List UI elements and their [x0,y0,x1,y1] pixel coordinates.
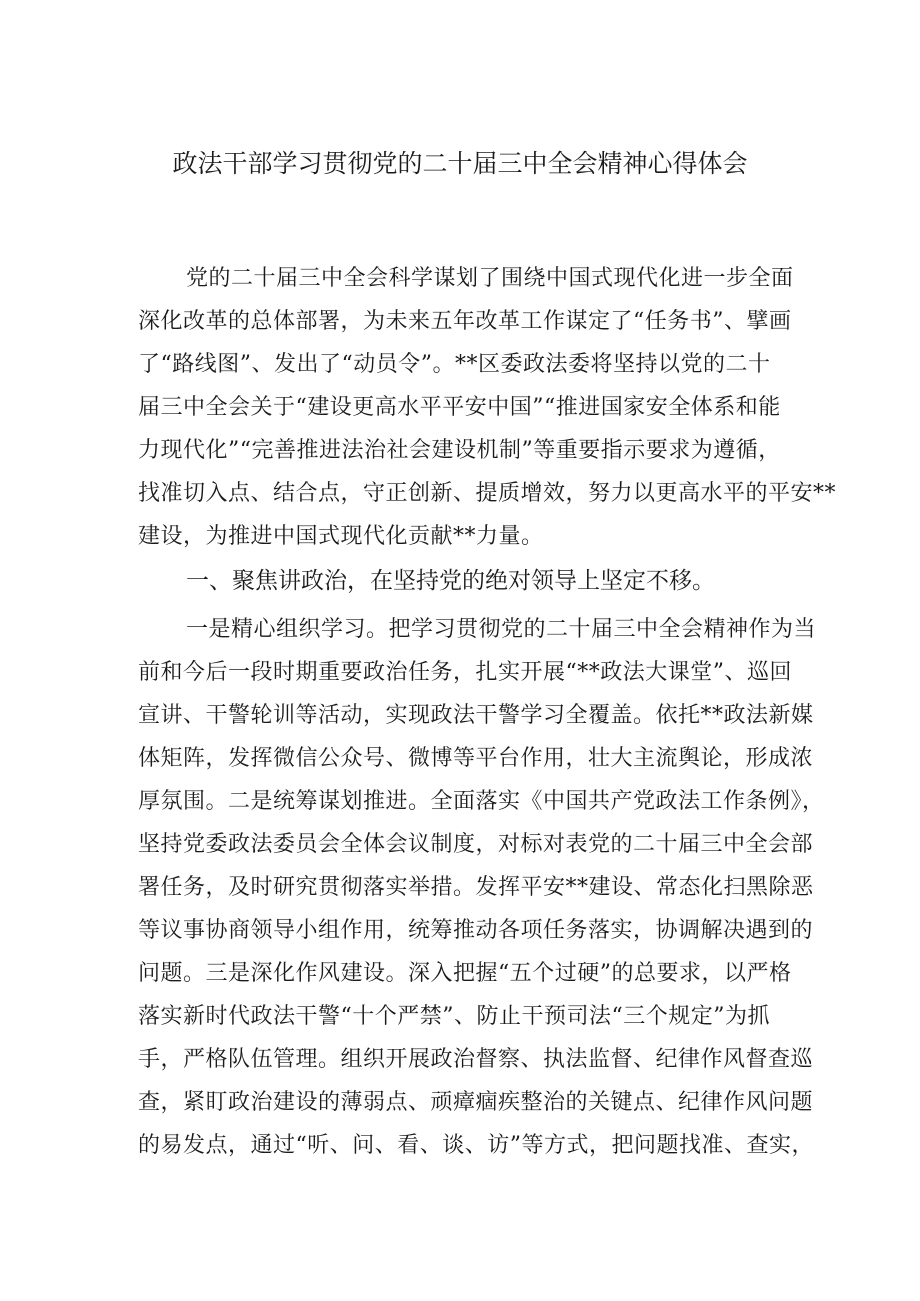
intro-line: 力现代化”“完善推进法治社会建设机制”等重要指示要求为遵循， [138,438,781,463]
section-line: 查，紧盯政治建设的薄弱点、顽瘴痼疾整治的关键点、纪律作风问题 [138,1090,814,1115]
section-line: 署任务，及时研究贯彻落实举措。发挥平安**建设、常态化扫黑除恶 [138,875,814,900]
section-line: 的易发点，通过“听、问、看、谈、访”等方式，把问题找准、查实， [138,1133,814,1158]
section-line: 坚持党委政法委员会全体会议制度，对标对表党的二十届三中全会部 [138,832,814,857]
section-line: 前和今后一段时期重要政治任务，扎实开展“**政法大课堂”、巡回 [138,660,792,685]
section-line: 厚氛围。二是统筹谋划推进。全面落实《中国共产党政法工作条例》， [138,789,825,814]
intro-line: 找准切入点、结合点，守正创新、提质增效，努力以更高水平的平安** [138,481,837,506]
section-line: 体矩阵，发挥微信公众号、微博等平台作用，壮大主流舆论，形成浓 [138,746,814,771]
document-title: 政法干部学习贯彻党的二十届三中全会精神心得体会 [172,149,748,178]
section-line: 宣讲、干警轮训等活动，实现政法干警学习全覆盖。依托**政法新媒 [138,703,814,728]
section-heading: 一、聚焦讲政治，在坚持党的绝对领导上坚定不移。 [186,568,715,594]
section-line: 手，严格队伍管理。组织开展政治督察、执法监督、纪律作风督查巡 [138,1047,814,1072]
intro-line: 了“路线图”、发出了“动员令”。**区委政法委将坚持以党的二十 [138,352,771,377]
intro-line: 届三中全会关于“建设更高水平平安中国”“推进国家安全体系和能 [138,395,781,420]
section-line: 等议事协商领导小组作用，统筹推动各项任务落实，协调解决遇到的 [138,918,814,943]
intro-line: 建设，为推进中国式现代化贡献**力量。 [138,524,544,549]
section-line: 落实新时代政法干警“十个严禁”、防止干预司法“三个规定”为抓 [138,1004,770,1029]
section-line: 问题。三是深化作风建设。深入把握“五个过硬”的总要求，以严格 [138,961,792,986]
intro-line: 深化改革的总体部署，为未来五年改革工作谋定了“任务书”、擘画 [138,309,792,334]
intro-line: 党的二十届三中全会科学谋划了围绕中国式现代化进一步全面 [186,266,794,291]
section-line: 一是精心组织学习。把学习贯彻党的二十届三中全会精神作为当 [186,617,817,642]
